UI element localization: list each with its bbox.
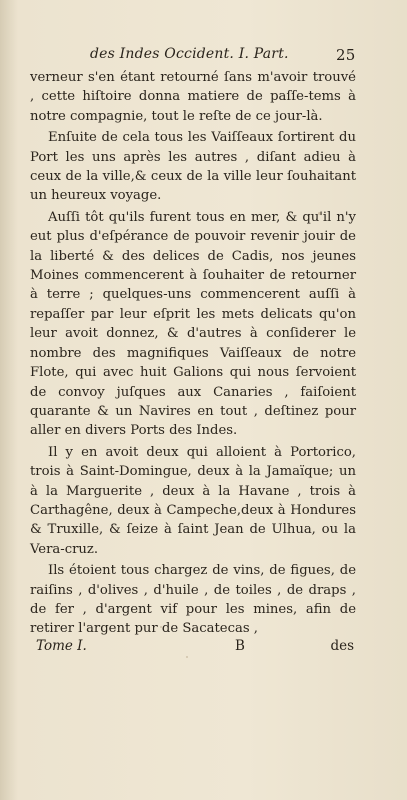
running-head — [90, 46, 370, 66]
paragraph-departure: Enſuite de cela tous les Vaiſſeaux ſortirent du Port les uns après les autres , diſant adieu à ceux de la ville,& ceux de la ville leur ſouhaitant un heureux voyage. — [30, 130, 356, 204]
paragraph-at-sea: Auſſi tôt qu'ils furent tous en mer, & qu'il n'y eut plus d'eſpérance de pouvoir revenir jouir de la liberté & des delices de Cadis, nos jeunes Moines commencerent à ſouhaiter de retourner à terre ; quelques-uns commencerent auſſi à repaſſer par leur eſprit les mets delicats qu'on leur avoit donnez, & d'autres à conſiderer le nombre des magnifiques Vaiſſeaux de notre Flote, qui avec huit Galions qui nous ſervoient de convoy juſques aux Canaries , faiſoient quarante & un Navires en tout , deſtinez pour aller en divers Ports des Indes. — [30, 209, 356, 439]
paragraph-cargo: Ils étoient tous chargez de vins, de figues, de raiſins , d'olives , d'huile , de toiles , de draps , de fer , d'argent vif pour les mines, afin de retirer l'argent pur de Sacatecas , — [30, 563, 356, 637]
body-text — [30, 68, 356, 641]
paper-spot — [186, 656, 188, 658]
paper-spot — [160, 626, 162, 628]
catchword: des — [330, 638, 354, 654]
page-footer — [30, 638, 356, 658]
volume-marker: Tome I. — [36, 638, 87, 654]
paragraph-destinations: Il y en avoit deux qui alloient à Portorico, trois à Saint-Domingue, deux à la Jamaïque; un à la Marguerite , deux à la Havane , trois à Carthagêne, deux à Campeche,deux à Hondures & Truxille, & ſeize à ſaint Jean de Ulhua, ou la Vera-cruz. — [30, 444, 356, 557]
page-number: 25 — [336, 46, 356, 64]
running-title: des Indes Occident. I. Part. — [90, 46, 289, 62]
paragraph-continuation: verneur s'en étant retourné ſans m'avoir trouvé , cette hiſtoire donna matiere de paſſe-tems à notre compagnie, tout le reſte de ce jour-là. — [30, 70, 356, 124]
paper-spot — [318, 212, 321, 215]
signature-mark: B — [235, 638, 245, 654]
